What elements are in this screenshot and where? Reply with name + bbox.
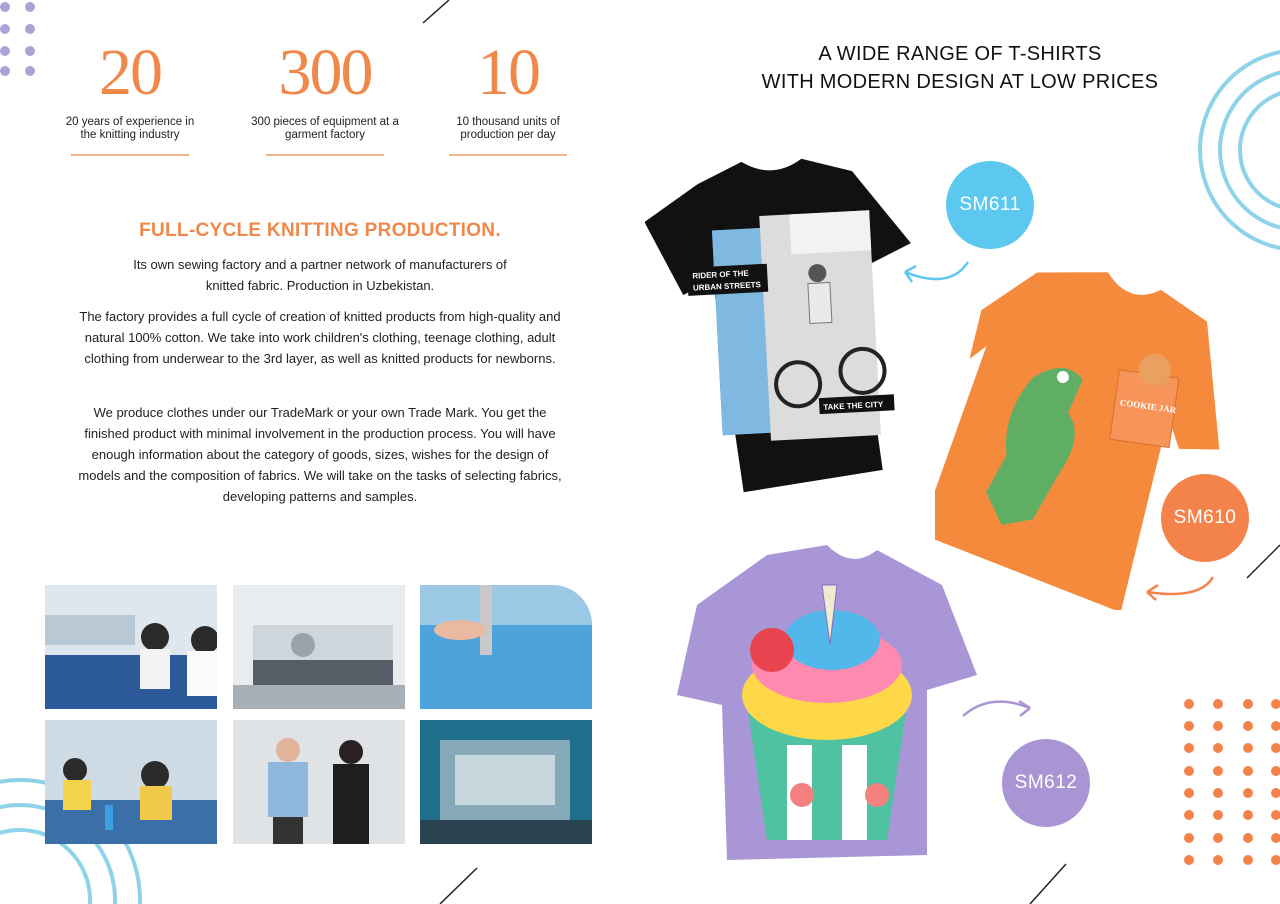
title-line: A WIDE RANGE OF T-SHIRTS (818, 43, 1102, 65)
product-code: SM610 (1173, 507, 1237, 528)
stat-number: 300 (278, 36, 372, 109)
factory-paragraph: The factory provides a full cycle of creation of knitted products from high-quality and natural 100% cotton. We take into work children's clothing, teenage clothing, adult clothing from underwear to the 3rd layer, as well as knitted products for newborns. (79, 309, 561, 366)
product-code: SM612 (1014, 772, 1078, 793)
section-heading: FULL-CYCLE KNITTING PRODUCTION. (139, 220, 501, 241)
intro-paragraph: Its own sewing factory and a partner network of manufacturers of knitted fabric. Production in Uzbekistan. (133, 257, 507, 293)
pocket-print: COOKIE JAR (1119, 397, 1177, 416)
print-text-bottom: TAKE THE CITY (823, 399, 884, 412)
product-code: SM611 (959, 194, 1021, 215)
print-text-top: RIDER OF THE (692, 268, 749, 281)
stat-label: 10 thousand units of production per day (456, 116, 560, 141)
title-line: WITH MODERN DESIGN AT LOW PRICES (761, 71, 1159, 93)
decorative-dots-bottom-right (1180, 695, 1280, 870)
stat-label: 300 pieces of equipment at a garment factory (251, 116, 399, 141)
stat-number: 10 (477, 36, 539, 109)
stat-number: 20 (99, 36, 161, 109)
trademark-paragraph: We produce clothes under our TradeMark or your own Trade Mark. You get the finished product with minimal involvement in the production process. You will have enough information about the category of goods, sizes, wishes for the design of models and the composition of fabrics. We will take on the tasks of selecting fabrics, developing patterns and samples. (78, 405, 562, 504)
print-text-top2: URBAN STREETS (692, 280, 762, 293)
stat-label: 20 years of experience in the knitting industry (65, 116, 195, 141)
